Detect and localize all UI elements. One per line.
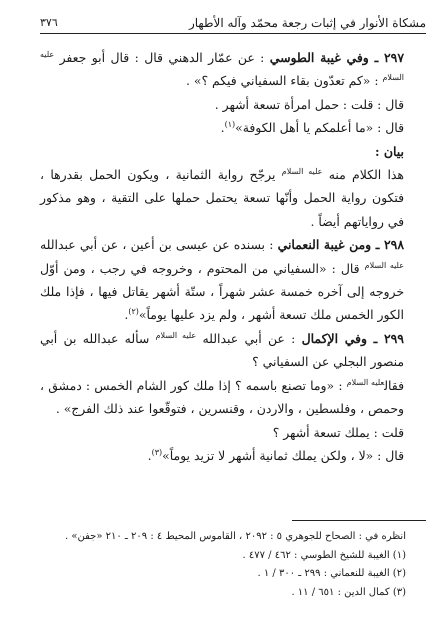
page-number: ٣٧٦	[40, 16, 58, 29]
hadith-answer: فقال$^{عليه السلام}$ : «وما تصنع باسمه ؟ إذا ملك كور الشام الخمس : دمشق ، وحمص ، وفلسطين ، والاردن ، وقنسرين ، فتوقّعوا عند ذلك الفرج» .	[40, 377, 404, 417]
hadith-quote: «كم تعدّون بقاء السفياني فيكم ؟» .	[186, 73, 371, 89]
footnote: (١) الغيبة للشيخ الطوسي : ٤٦٢ / ٤٧٧ .	[242, 549, 406, 561]
salawat-mark: عليه السلام	[155, 330, 197, 340]
footnote-ref: (١)	[224, 120, 236, 130]
footnote: (٣) كمال الدين : ٦٥١ / ١١ .	[291, 586, 406, 598]
bayan-label: بيان :	[375, 143, 404, 159]
hadith-number: ٢٩٩ ـ وفي الإكمال	[301, 330, 404, 346]
salawat-mark: عليه السلام	[346, 377, 385, 387]
book-page	[40, 10, 426, 625]
salawat-mark: عليه السلام	[281, 166, 323, 176]
footnote: انظره في : الصحاح للجوهري ٥ : ٢٠٩٢ ، القاموس المحيط ٤ : ٢٠٩ ـ ٢١٠ «جفن» .	[64, 531, 406, 542]
running-title: مشكاة الأنوار في إثبات رجعة محمّد وآله الأطهار	[188, 16, 426, 30]
hadith-298: ٢٩٨ ـ ومن غيبة النعماني : بسنده عن عيسى بن أعين ، عن أبي عبدالله $^{عليه السلام}$ قال : «السفياني من المحتوم ، وخروجه في رجب ، ومن أوّل خروجه إلى آخره خمسة عشر شهراً ، ستّة أشهر يقاتل فيها ، فإذا ملك الكور الخمس ملك تسعة أشهر ، ولم يزد عليها يوماً»$^{(٢)}$.	[40, 237, 404, 323]
footnotes	[40, 528, 426, 602]
dialogue-line: قال : «لا ، ولكن يملك ثمانية أشهر لا تزيد يوماً»$^{(٣)}$.	[147, 447, 404, 463]
hadith-text-tail: :	[374, 73, 379, 89]
footnote: (٢) الغيبة للنعماني : ٢٩٩ ـ ٣٠٠ / ١ .	[257, 568, 406, 579]
footnote-rule	[292, 520, 426, 521]
salawat-mark: عليه السلام	[364, 260, 404, 270]
hadith-number: ٢٩٧ ـ وفي غيبة الطوسي	[269, 50, 404, 65]
bayan-text: هذا الكلام منه $^{عليه السلام}$ يرجّح رواية الثمانية ، ويكون الحمل بقدرها ، فتكون رواية الحمل وأنّها تسعة يحتمل حملها على التقية ، وهو مذكور في رواياتهم أيضاً .	[40, 166, 404, 229]
header-rule	[40, 33, 426, 34]
dialogue-line: قال : قلت : حمل امرأة تسعة أشهر .	[214, 96, 404, 112]
page-header	[40, 14, 426, 32]
hadith-number: ٢٩٨ ـ ومن غيبة النعماني	[277, 237, 404, 253]
footnote-ref: (٢)	[128, 307, 139, 317]
footnote-ref: (٣)	[151, 447, 163, 457]
dialogue-line: قال : «ما أعلمكم يا أهل الكوفة»$^{(١)}$.	[220, 120, 404, 136]
hadith-297	[40, 46, 426, 93]
page-body	[40, 46, 426, 467]
salawat-mark: عليه السلام	[40, 49, 404, 83]
hadith-299: ٢٩٩ ـ وفي الإكمال : عن أبي عبدالله $^{عليه السلام}$ سأله عبدالله بن أبي منصور البجلي عن السفياني ؟	[40, 330, 404, 370]
hadith-text: : عن عمّار الدهني قال : قال أبو جعفر	[59, 50, 265, 65]
dialogue-line: قلت : يملك تسعة أشهر ؟	[272, 424, 404, 440]
